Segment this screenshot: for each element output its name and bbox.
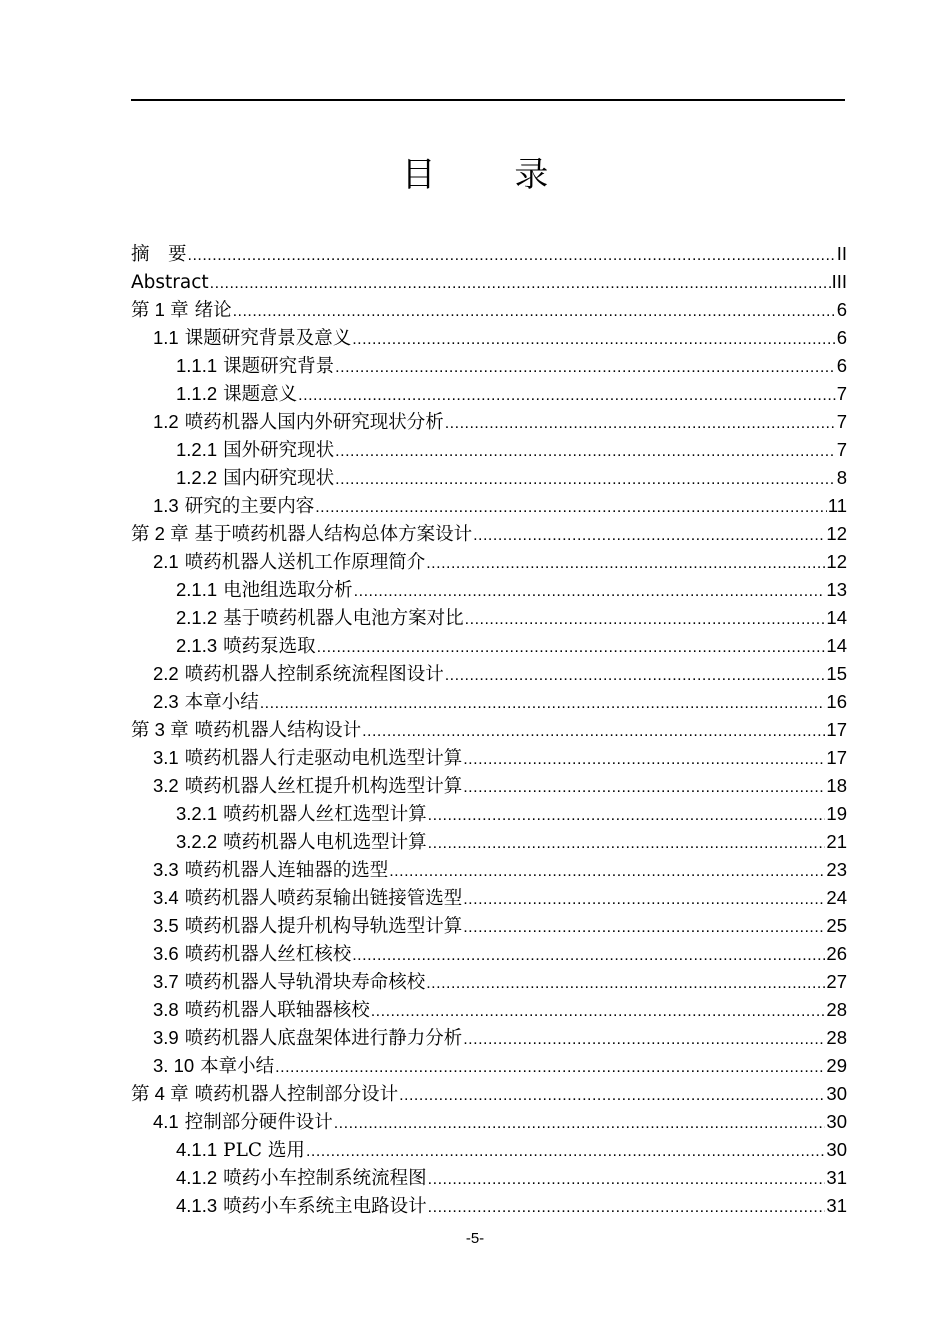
toc-entry-label: [131, 269, 209, 297]
dot-leader: [352, 326, 835, 354]
toc-entry-number: 4.1.2: [176, 1167, 218, 1188]
toc-entry-text: 喷药小车控制系统流程图: [223, 1168, 427, 1189]
toc-entry-label: [153, 940, 351, 969]
toc-entry-label: [176, 1164, 427, 1193]
toc-entry[interactable]: [131, 604, 847, 632]
toc-entry-label: [153, 324, 351, 353]
dot-leader: [428, 802, 826, 830]
toc-entry-text: Abstract: [131, 272, 209, 293]
toc-entry-page: 24: [826, 887, 847, 908]
page-number: -5-: [465, 1230, 485, 1247]
toc-entry[interactable]: [131, 1192, 847, 1220]
toc-entry-page: 13: [826, 579, 847, 600]
toc-entry-label: [131, 520, 472, 549]
dot-leader: [298, 382, 836, 410]
toc-entry[interactable]: [131, 436, 847, 464]
dot-leader: [210, 270, 831, 298]
toc-entry[interactable]: [131, 1108, 847, 1136]
toc-entry-page: 26: [826, 943, 847, 964]
toc-entry-page: II: [836, 243, 847, 264]
toc-entry-text: 喷药机器人底盘架体进行静力分析: [184, 1028, 463, 1049]
toc-entry[interactable]: [131, 688, 847, 716]
toc-entry-text: 摘 要: [131, 244, 187, 265]
toc-entry-number: 第 2 章: [131, 523, 189, 544]
toc-entry-label: [153, 408, 444, 437]
dot-leader: [334, 1110, 826, 1138]
toc-entry-label: [153, 660, 444, 689]
dot-leader: [428, 1166, 826, 1194]
toc-entry-text: 本章小结: [200, 1056, 275, 1077]
dot-leader: [428, 830, 826, 858]
toc-entry-number: 3.2.2: [176, 831, 218, 852]
toc-entry-number: 3.7: [153, 971, 179, 992]
dot-leader: [463, 1026, 825, 1054]
toc-entry-text: 喷药机器人控制部分设计: [194, 1084, 399, 1105]
toc-entry-text: PLC 选用: [223, 1140, 305, 1161]
dot-leader: [315, 494, 827, 522]
dot-leader: [473, 522, 825, 550]
dot-leader: [426, 970, 825, 998]
header-rule: [131, 99, 845, 101]
dot-leader: [260, 690, 826, 718]
dot-leader: [426, 550, 825, 578]
toc-entry-label: [153, 1108, 333, 1137]
toc-entry-text: 课题研究背景及意义: [184, 328, 352, 349]
toc-entry[interactable]: [131, 772, 847, 800]
toc-entry[interactable]: [131, 660, 847, 688]
toc-entry[interactable]: [131, 1052, 847, 1080]
toc-entry-number: 3.3: [153, 859, 179, 880]
toc-entry-number: 第 4 章: [131, 1083, 189, 1104]
toc-entry-page: 14: [826, 635, 847, 656]
toc-entry-text: 喷药机器人提升机构导轨选型计算: [184, 916, 463, 937]
toc-entry[interactable]: [131, 1080, 847, 1108]
toc-entry-page: 6: [836, 327, 847, 348]
toc-entry-label: [153, 772, 462, 801]
toc-entry-label: [131, 241, 187, 269]
toc-entry-text: 喷药机器人连轴器的选型: [184, 860, 389, 881]
toc-entry[interactable]: [131, 996, 847, 1024]
toc-entry-page: 25: [826, 915, 847, 936]
toc-entry-label: [176, 464, 334, 493]
toc-entry[interactable]: [131, 352, 847, 380]
toc-entry-label: [153, 996, 370, 1025]
dot-leader: [233, 298, 836, 326]
toc-entry-page: 28: [826, 1027, 847, 1048]
toc-entry-label: [176, 1192, 427, 1221]
toc-entry-label: [153, 1052, 274, 1081]
toc-entry-label: [131, 716, 361, 745]
toc-entry-number: 4.1.1: [176, 1139, 218, 1160]
toc-entry-page: 21: [826, 831, 847, 852]
table-of-contents: [131, 240, 847, 1220]
toc-entry-label: [153, 744, 462, 773]
toc-entry[interactable]: [131, 744, 847, 772]
toc-entry-text: 研究的主要内容: [184, 496, 315, 517]
toc-entry[interactable]: [131, 968, 847, 996]
dot-leader: [428, 1194, 826, 1222]
toc-entry-number: 1.1.1: [176, 355, 218, 376]
toc-entry-label: [153, 492, 314, 521]
toc-entry-page: 19: [826, 803, 847, 824]
toc-entry-page: 30: [826, 1111, 847, 1132]
toc-entry-label: [153, 688, 259, 717]
toc-entry-text: 喷药机器人导轨滑块寿命核校: [184, 972, 426, 993]
toc-entry-page: 8: [836, 467, 847, 488]
toc-entry-page: 16: [826, 691, 847, 712]
toc-entry-text: 基于喷药机器人电池方案对比: [223, 608, 464, 629]
dot-leader: [463, 914, 825, 942]
toc-entry-text: 喷药机器人联轴器核校: [184, 1000, 370, 1021]
dot-leader: [306, 1138, 825, 1166]
toc-entry[interactable]: [131, 380, 847, 408]
toc-entry-number: 2.3: [153, 691, 179, 712]
toc-entry-number: 4.1.3: [176, 1195, 218, 1216]
toc-entry[interactable]: [131, 856, 847, 884]
toc-entry-page: 7: [836, 411, 847, 432]
toc-entry-page: 18: [826, 775, 847, 796]
toc-entry[interactable]: [131, 492, 847, 520]
toc-entry[interactable]: [131, 1136, 847, 1164]
toc-entry-number: 1.1: [153, 327, 179, 348]
toc-entry[interactable]: [131, 716, 847, 744]
toc-entry-label: [176, 632, 316, 661]
toc-entry-page: 12: [826, 523, 847, 544]
page-title: 目 录: [401, 155, 583, 195]
dot-leader: [335, 438, 836, 466]
toc-entry-text: 本章小结: [184, 692, 259, 713]
toc-entry-text: 绪论: [194, 300, 232, 321]
toc-entry-label: [176, 1136, 305, 1165]
toc-entry-number: 1.1.2: [176, 383, 218, 404]
toc-entry-label: [153, 548, 425, 577]
toc-entry-number: 1.2: [153, 411, 179, 432]
toc-entry[interactable]: [131, 576, 847, 604]
dot-leader: [463, 746, 825, 774]
toc-entry-page: 27: [826, 971, 847, 992]
dot-leader: [275, 1054, 825, 1082]
toc-entry-text: 课题研究背景: [223, 356, 335, 377]
toc-entry-page: 28: [826, 999, 847, 1020]
toc-entry-number: 3.8: [153, 999, 179, 1020]
toc-entry-number: 第 3 章: [131, 719, 189, 740]
toc-entry[interactable]: [131, 912, 847, 940]
toc-entry-page: 14: [826, 607, 847, 628]
toc-entry-label: [176, 800, 427, 829]
toc-entry-label: [176, 576, 353, 605]
toc-entry[interactable]: [131, 296, 847, 324]
toc-entry-number: 2.1.1: [176, 579, 218, 600]
dot-leader: [317, 634, 826, 662]
toc-entry-text: 喷药机器人国内外研究现状分析: [184, 412, 444, 433]
dot-leader: [371, 998, 826, 1026]
toc-entry-text: 喷药机器人结构设计: [194, 720, 362, 741]
toc-entry[interactable]: [131, 828, 847, 856]
toc-entry-page: 6: [836, 355, 847, 376]
toc-entry-text: 喷药机器人喷药泵输出链接管选型: [184, 888, 463, 909]
toc-entry-text: 控制部分硬件设计: [184, 1112, 333, 1133]
toc-entry-label: [176, 436, 334, 465]
toc-entry[interactable]: [131, 1164, 847, 1192]
toc-entry-number: 1.2.1: [176, 439, 218, 460]
dot-leader: [463, 886, 825, 914]
toc-entry-number: 3.6: [153, 943, 179, 964]
toc-entry-text: 喷药泵选取: [223, 636, 316, 657]
toc-entry-number: 3.2.1: [176, 803, 218, 824]
dot-leader: [335, 354, 836, 382]
toc-entry-text: 喷药机器人丝杠核校: [184, 944, 352, 965]
toc-entry[interactable]: [131, 940, 847, 968]
toc-entry[interactable]: [131, 632, 847, 660]
toc-entry-number: 1.2.2: [176, 467, 218, 488]
toc-entry[interactable]: [131, 884, 847, 912]
toc-entry-text: 电池组选取分析: [223, 580, 353, 601]
toc-entry[interactable]: [131, 800, 847, 828]
toc-entry-number: 2.1.2: [176, 607, 218, 628]
toc-entry[interactable]: [131, 408, 847, 436]
toc-entry-text: 国内研究现状: [223, 468, 335, 489]
dot-leader: [445, 410, 836, 438]
toc-entry-label: [153, 1024, 462, 1053]
toc-entry-number: 4.1: [153, 1111, 179, 1132]
toc-entry-number: 3. 10: [153, 1055, 195, 1076]
toc-entry-text: 国外研究现状: [223, 440, 335, 461]
toc-entry-label: [176, 380, 297, 409]
dot-leader: [362, 718, 825, 746]
toc-entry-text: 喷药机器人送机工作原理简介: [184, 552, 426, 573]
toc-entry-text: 基于喷药机器人结构总体方案设计: [194, 524, 473, 545]
toc-entry-label: [153, 968, 425, 997]
toc-entry[interactable]: [131, 548, 847, 576]
toc-entry[interactable]: [131, 240, 847, 268]
toc-entry-text: 喷药小车系统主电路设计: [223, 1196, 427, 1217]
toc-entry-label: [176, 828, 427, 857]
dot-leader: [445, 662, 826, 690]
dot-leader: [352, 942, 825, 970]
toc-entry-text: 喷药机器人控制系统流程图设计: [184, 664, 444, 685]
toc-entry-number: 3.1: [153, 747, 179, 768]
toc-entry-label: [176, 604, 464, 633]
toc-entry-page: 29: [826, 1055, 847, 1076]
toc-entry-label: [153, 912, 462, 941]
toc-entry-page: 30: [826, 1139, 847, 1160]
toc-entry-text: 喷药机器人电机选型计算: [223, 832, 427, 853]
toc-entry-number: 2.1: [153, 551, 179, 572]
toc-entry[interactable]: [131, 1024, 847, 1052]
dot-leader: [335, 466, 836, 494]
toc-entry-label: [176, 352, 334, 381]
toc-entry-label: [131, 296, 232, 325]
toc-entry-page: 23: [826, 859, 847, 880]
toc-entry-number: 3.4: [153, 887, 179, 908]
toc-entry-page: 11: [827, 495, 847, 516]
toc-entry-page: 31: [826, 1167, 847, 1188]
toc-entry-page: 7: [836, 439, 847, 460]
toc-entry-number: 3.9: [153, 1027, 179, 1048]
toc-entry-text: 喷药机器人行走驱动电机选型计算: [184, 748, 463, 769]
dot-leader: [354, 578, 826, 606]
toc-entry-page: 17: [826, 719, 847, 740]
dot-leader: [463, 774, 825, 802]
toc-entry-page: 12: [826, 551, 847, 572]
toc-entry-number: 2.1.3: [176, 635, 218, 656]
toc-entry-number: 第 1 章: [131, 299, 189, 320]
dot-leader: [188, 242, 836, 270]
toc-entry-page: 15: [826, 663, 847, 684]
toc-entry[interactable]: [131, 268, 847, 296]
dot-leader: [399, 1082, 825, 1110]
toc-entry-label: [153, 856, 388, 885]
toc-entry-text: 喷药机器人丝杠选型计算: [223, 804, 427, 825]
toc-entry[interactable]: [131, 520, 847, 548]
toc-entry-page: 31: [826, 1195, 847, 1216]
toc-entry-page: III: [831, 271, 847, 292]
toc-entry-page: 30: [826, 1083, 847, 1104]
toc-entry-text: 喷药机器人丝杠提升机构选型计算: [184, 776, 463, 797]
toc-entry[interactable]: [131, 324, 847, 352]
toc-entry-page: 6: [836, 299, 847, 320]
toc-entry-number: 2.2: [153, 663, 179, 684]
toc-entry-number: 3.2: [153, 775, 179, 796]
toc-entry-number: 1.3: [153, 495, 179, 516]
toc-entry-page: 7: [836, 383, 847, 404]
toc-entry-number: 3.5: [153, 915, 179, 936]
dot-leader: [389, 858, 825, 886]
toc-entry-page: 17: [826, 747, 847, 768]
toc-entry-label: [131, 1080, 398, 1109]
toc-entry[interactable]: [131, 464, 847, 492]
toc-entry-label: [153, 884, 462, 913]
toc-entry-text: 课题意义: [223, 384, 298, 405]
dot-leader: [465, 606, 826, 634]
